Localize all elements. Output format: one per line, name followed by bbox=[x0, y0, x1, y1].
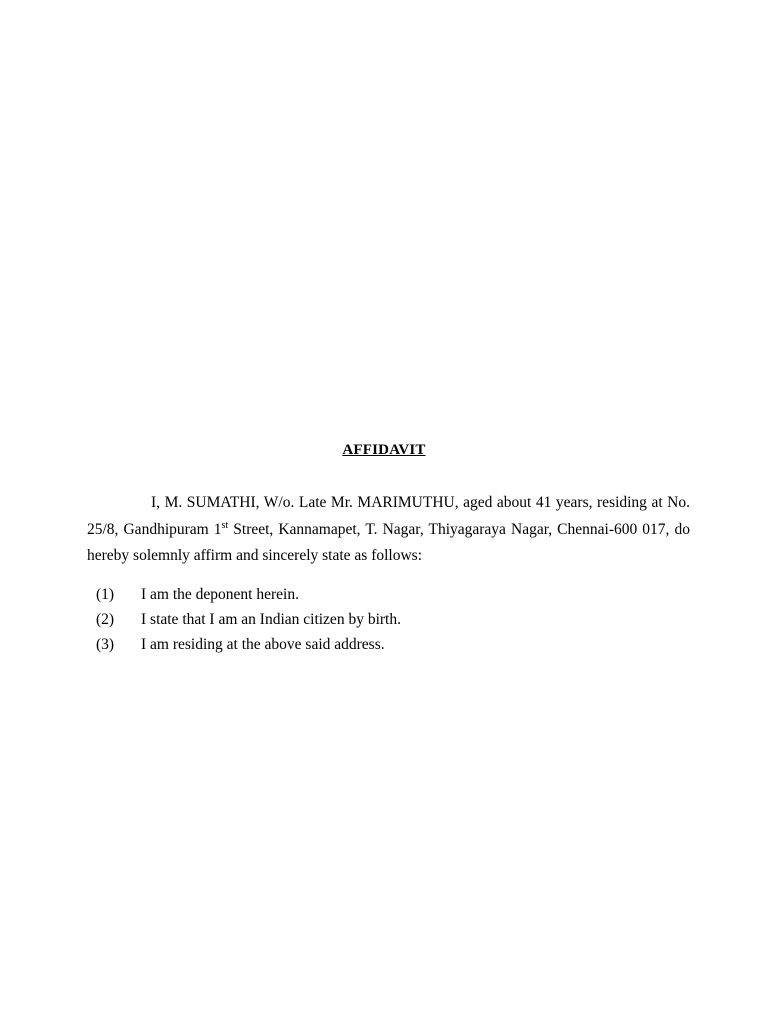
statement-item bbox=[96, 582, 401, 607]
document-title: AFFIDAVIT bbox=[342, 442, 426, 458]
statement-text: I state that I am an Indian citizen by birth. bbox=[141, 611, 401, 628]
statement-item bbox=[96, 607, 401, 632]
paragraph-text-part-one: I, M. SUMATHI, W/o. Late Mr. MARIMUTHU, aged about 41 years, residing at No. 25/8, Gandhipuram 1 bbox=[87, 494, 690, 538]
affidavit-statements-list bbox=[96, 582, 401, 657]
statement-number: (2) bbox=[96, 611, 115, 628]
affidavit-paragraph bbox=[87, 490, 690, 570]
statement-item bbox=[96, 632, 401, 657]
paragraph-text-part-two: Street, Kannamapet, T. Nagar, Thiyagaraya Nagar, Chennai-600 017, do hereby solemnly affirm and sincerely state as follows: bbox=[87, 520, 690, 564]
statement-number: (1) bbox=[96, 586, 115, 603]
statement-text: I am residing at the above said address. bbox=[141, 636, 385, 653]
statement-text: I am the deponent herein. bbox=[141, 586, 299, 603]
ordinal-superscript: st bbox=[221, 519, 229, 531]
statement-number: (3) bbox=[96, 636, 115, 653]
